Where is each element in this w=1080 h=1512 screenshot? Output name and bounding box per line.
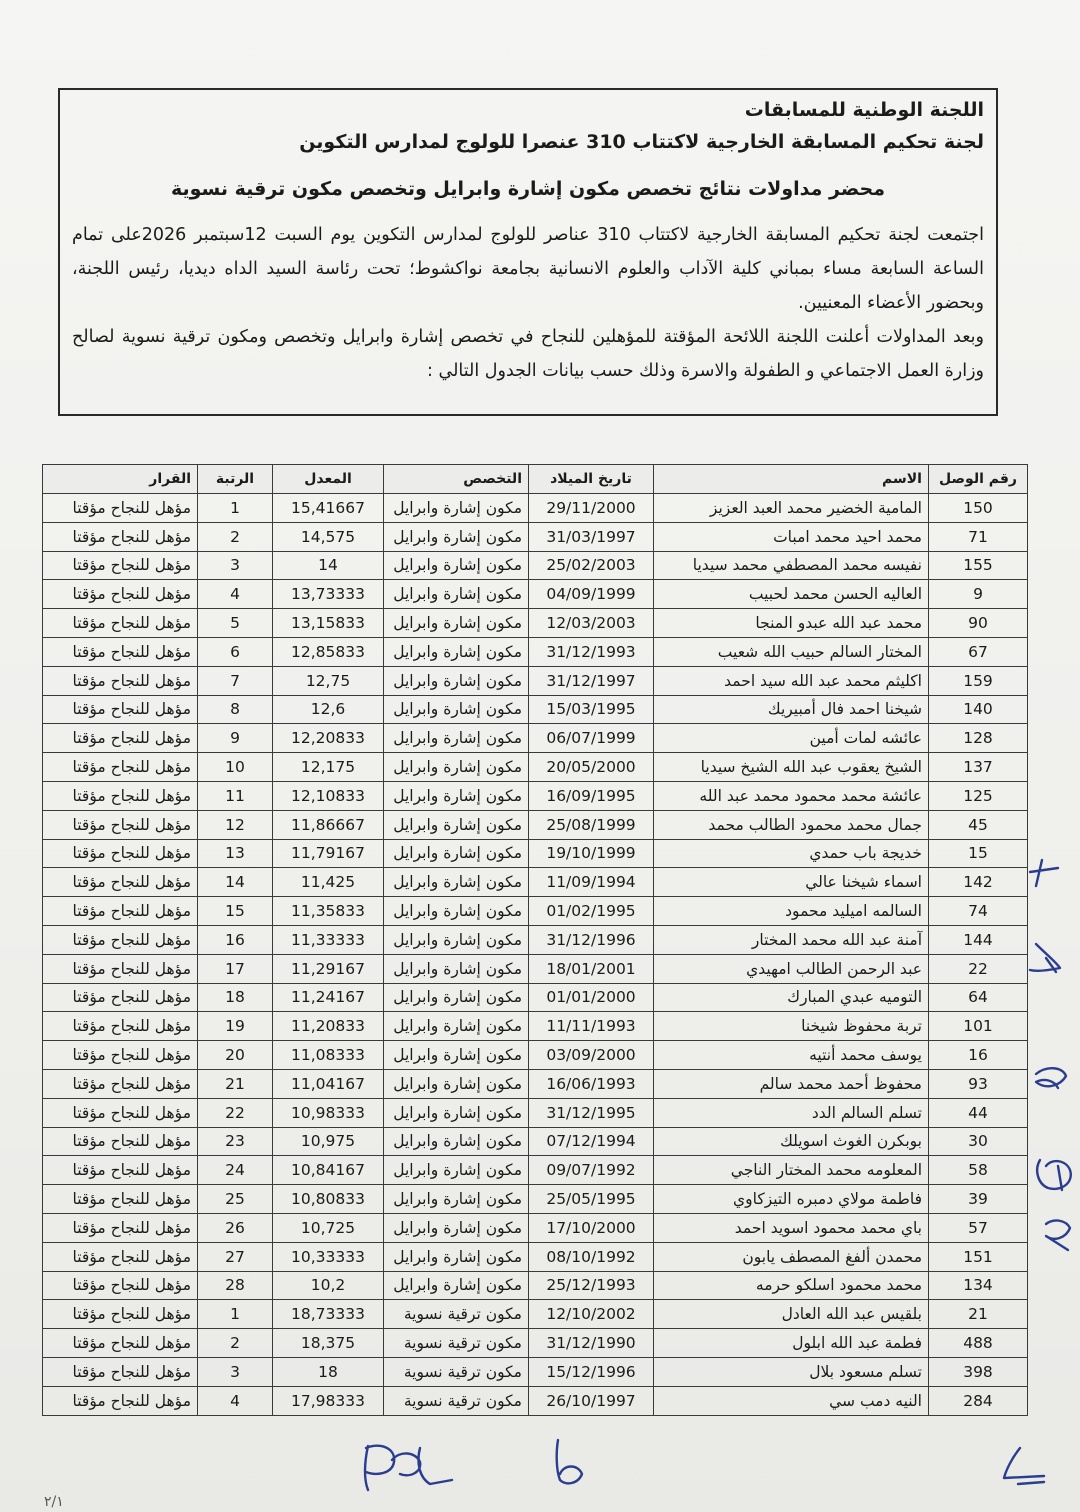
- cell-decision: مؤهل للنجاح مؤقتا: [43, 1213, 198, 1242]
- cell-decision: مؤهل للنجاح مؤقتا: [43, 1357, 198, 1386]
- table-row: [43, 1127, 1028, 1156]
- cell-rank: 22: [198, 1098, 273, 1127]
- cell-average: 10,2: [273, 1271, 384, 1300]
- cell-average: 15,41667: [273, 494, 384, 523]
- cell-birth-date: 17/10/2000: [529, 1213, 654, 1242]
- cell-receipt-number: 284: [929, 1386, 1028, 1415]
- table-row: [43, 666, 1028, 695]
- cell-average: 12,175: [273, 753, 384, 782]
- cell-rank: 21: [198, 1069, 273, 1098]
- cell-average: 10,33333: [273, 1242, 384, 1271]
- cell-birth-date: 11/11/1993: [529, 1012, 654, 1041]
- cell-rank: 23: [198, 1127, 273, 1156]
- table-header-row: [43, 465, 1028, 494]
- cell-specialty: مكون ترقية نسوية: [384, 1329, 529, 1358]
- cell-average: 11,79167: [273, 839, 384, 868]
- cell-birth-date: 31/12/1990: [529, 1329, 654, 1358]
- cell-receipt-number: 21: [929, 1300, 1028, 1329]
- cell-name: محمدن ألفغ المصطف يابون: [654, 1242, 929, 1271]
- cell-receipt-number: 125: [929, 781, 1028, 810]
- cell-decision: مؤهل للنجاح مؤقتا: [43, 1185, 198, 1214]
- cell-specialty: مكون إشارة وابرايل: [384, 637, 529, 666]
- cell-average: 13,15833: [273, 609, 384, 638]
- cell-birth-date: 16/09/1995: [529, 781, 654, 810]
- cell-rank: 18: [198, 983, 273, 1012]
- cell-decision: مؤهل للنجاح مؤقتا: [43, 1300, 198, 1329]
- cell-birth-date: 31/12/1993: [529, 637, 654, 666]
- cell-decision: مؤهل للنجاح مؤقتا: [43, 494, 198, 523]
- table-row: [43, 1213, 1028, 1242]
- cell-birth-date: 15/12/1996: [529, 1357, 654, 1386]
- cell-rank: 20: [198, 1041, 273, 1070]
- table-row: [43, 494, 1028, 523]
- cell-receipt-number: 144: [929, 925, 1028, 954]
- table-row: [43, 551, 1028, 580]
- cell-rank: 25: [198, 1185, 273, 1214]
- cell-receipt-number: 44: [929, 1098, 1028, 1127]
- cell-receipt-number: 22: [929, 954, 1028, 983]
- cell-average: 17,98333: [273, 1386, 384, 1415]
- cell-specialty: مكون إشارة وابرايل: [384, 839, 529, 868]
- cell-specialty: مكون إشارة وابرايل: [384, 1271, 529, 1300]
- cell-decision: مؤهل للنجاح مؤقتا: [43, 925, 198, 954]
- cell-rank: 4: [198, 580, 273, 609]
- cell-receipt-number: 150: [929, 494, 1028, 523]
- cell-average: 12,6: [273, 695, 384, 724]
- cell-average: 12,85833: [273, 637, 384, 666]
- cell-rank: 8: [198, 695, 273, 724]
- cell-rank: 13: [198, 839, 273, 868]
- cell-specialty: مكون إشارة وابرايل: [384, 983, 529, 1012]
- cell-decision: مؤهل للنجاح مؤقتا: [43, 781, 198, 810]
- cell-name: عبد الرحمن الطالب امهيدي: [654, 954, 929, 983]
- table-row: [43, 868, 1028, 897]
- cell-rank: 14: [198, 868, 273, 897]
- cell-birth-date: 26/10/1997: [529, 1386, 654, 1415]
- intro-paragraph-1: اجتمعت لجنة تحكيم المسابقة الخارجية لاكتتاب 310 عناصر للولوج لمدارس التكوين يوم السبت 12سبتمبر 2026على تمام الساعة السابعة مساء بمباني كلية الآداب والعلوم الانسانية بجامعة نواكشوط؛ تحت رئاسة السيد الداه ديديا، رئيس اللجنة، وبحضور الأعضاء المعنيين.: [72, 225, 984, 313]
- cell-rank: 6: [198, 637, 273, 666]
- cell-average: 11,04167: [273, 1069, 384, 1098]
- table-row: [43, 925, 1028, 954]
- cell-name: تسلم مسعود بلال: [654, 1357, 929, 1386]
- cell-decision: مؤهل للنجاح مؤقتا: [43, 1329, 198, 1358]
- cell-name: التوميه عبدي المبارك: [654, 983, 929, 1012]
- cell-birth-date: 25/02/2003: [529, 551, 654, 580]
- cell-rank: 19: [198, 1012, 273, 1041]
- cell-decision: مؤهل للنجاح مؤقتا: [43, 1012, 198, 1041]
- cell-birth-date: 25/12/1993: [529, 1271, 654, 1300]
- cell-decision: مؤهل للنجاح مؤقتا: [43, 666, 198, 695]
- cell-birth-date: 11/09/1994: [529, 868, 654, 897]
- cell-average: 10,84167: [273, 1156, 384, 1185]
- cell-name: النيه دمب سي: [654, 1386, 929, 1415]
- intro-paragraph-2: وبعد المداولات أعلنت اللجنة اللائحة المؤقتة للمؤهلين للنجاح في تخصص إشارة وابرايل وتخصص ومكون ترقية نسوية لصالح وزارة العمل الاجتماعي و الطفولة والاسرة وذلك حسب بيانات الجدول التالي :: [72, 327, 984, 381]
- cell-average: 11,35833: [273, 897, 384, 926]
- cell-birth-date: 31/12/1997: [529, 666, 654, 695]
- header-specialty: التخصص: [384, 465, 529, 494]
- cell-specialty: مكون إشارة وابرايل: [384, 954, 529, 983]
- cell-specialty: مكون ترقية نسوية: [384, 1300, 529, 1329]
- cell-specialty: مكون إشارة وابرايل: [384, 666, 529, 695]
- table-row: [43, 1386, 1028, 1415]
- cell-rank: 28: [198, 1271, 273, 1300]
- cell-receipt-number: 134: [929, 1271, 1028, 1300]
- cell-birth-date: 31/03/1997: [529, 522, 654, 551]
- cell-decision: مؤهل للنجاح مؤقتا: [43, 724, 198, 753]
- cell-birth-date: 18/01/2001: [529, 954, 654, 983]
- table-row: [43, 609, 1028, 638]
- cell-name: بوبكرن الغوث اسويلك: [654, 1127, 929, 1156]
- cell-specialty: مكون إشارة وابرايل: [384, 580, 529, 609]
- cell-specialty: مكون إشارة وابرايل: [384, 897, 529, 926]
- cell-receipt-number: 159: [929, 666, 1028, 695]
- cell-specialty: مكون ترقية نسوية: [384, 1386, 529, 1415]
- table-row: [43, 1329, 1028, 1358]
- cell-birth-date: 29/11/2000: [529, 494, 654, 523]
- cell-decision: مؤهل للنجاح مؤقتا: [43, 1386, 198, 1415]
- cell-specialty: مكون إشارة وابرايل: [384, 1185, 529, 1214]
- cell-receipt-number: 30: [929, 1127, 1028, 1156]
- cell-name: فطمة عبد الله ابلول: [654, 1329, 929, 1358]
- cell-name: بلقيس عبد الله العادل: [654, 1300, 929, 1329]
- cell-name: فاطمة مولاي دمبره التيزكاوي: [654, 1185, 929, 1214]
- table-row: [43, 1156, 1028, 1185]
- cell-name: شيخنا احمد فال أمبيريك: [654, 695, 929, 724]
- cell-name: اكليثم محمد عبد الله سيد احمد: [654, 666, 929, 695]
- cell-receipt-number: 155: [929, 551, 1028, 580]
- cell-rank: 3: [198, 551, 273, 580]
- cell-receipt-number: 74: [929, 897, 1028, 926]
- cell-name: المعلومه محمد المختار الناجي: [654, 1156, 929, 1185]
- cell-birth-date: 12/10/2002: [529, 1300, 654, 1329]
- cell-receipt-number: 67: [929, 637, 1028, 666]
- cell-receipt-number: 488: [929, 1329, 1028, 1358]
- cell-specialty: مكون إشارة وابرايل: [384, 810, 529, 839]
- cell-birth-date: 31/12/1996: [529, 925, 654, 954]
- intro-text: [72, 218, 984, 388]
- cell-receipt-number: 71: [929, 522, 1028, 551]
- cell-receipt-number: 398: [929, 1357, 1028, 1386]
- org-name: اللجنة الوطنية للمسابقات: [744, 99, 984, 121]
- cell-receipt-number: 57: [929, 1213, 1028, 1242]
- table-row: [43, 522, 1028, 551]
- cell-receipt-number: 128: [929, 724, 1028, 753]
- cell-decision: مؤهل للنجاح مؤقتا: [43, 983, 198, 1012]
- results-table: [42, 464, 1028, 1416]
- table-row: [43, 1098, 1028, 1127]
- cell-decision: مؤهل للنجاح مؤقتا: [43, 897, 198, 926]
- header-birth-date: تاريخ الميلاد: [529, 465, 654, 494]
- cell-name: جمال محمد محمود الطالب محمد: [654, 810, 929, 839]
- cell-birth-date: 04/09/1999: [529, 580, 654, 609]
- cell-decision: مؤهل للنجاح مؤقتا: [43, 954, 198, 983]
- cell-rank: 15: [198, 897, 273, 926]
- cell-average: 11,33333: [273, 925, 384, 954]
- page-number: ٢/١: [44, 1494, 64, 1510]
- cell-decision: مؤهل للنجاح مؤقتا: [43, 810, 198, 839]
- table-row: [43, 781, 1028, 810]
- cell-average: 11,24167: [273, 983, 384, 1012]
- cell-specialty: مكون إشارة وابرايل: [384, 1012, 529, 1041]
- cell-rank: 7: [198, 666, 273, 695]
- cell-birth-date: 25/08/1999: [529, 810, 654, 839]
- table-row: [43, 897, 1028, 926]
- cell-average: 13,73333: [273, 580, 384, 609]
- cell-receipt-number: 101: [929, 1012, 1028, 1041]
- cell-name: محمد محمود اسلكو حرمه: [654, 1271, 929, 1300]
- header-rank: الرتبة: [198, 465, 273, 494]
- table-row: [43, 1242, 1028, 1271]
- cell-birth-date: 07/12/1994: [529, 1127, 654, 1156]
- cell-specialty: مكون إشارة وابرايل: [384, 753, 529, 782]
- cell-decision: مؤهل للنجاح مؤقتا: [43, 753, 198, 782]
- cell-decision: مؤهل للنجاح مؤقتا: [43, 1127, 198, 1156]
- cell-rank: 3: [198, 1357, 273, 1386]
- cell-specialty: مكون إشارة وابرايل: [384, 1041, 529, 1070]
- cell-name: العاليه الحسن محمد لحبيب: [654, 580, 929, 609]
- cell-rank: 16: [198, 925, 273, 954]
- cell-decision: مؤهل للنجاح مؤقتا: [43, 1098, 198, 1127]
- cell-rank: 4: [198, 1386, 273, 1415]
- cell-receipt-number: 64: [929, 983, 1028, 1012]
- cell-name: المامية الخضير محمد العبد العزيز: [654, 494, 929, 523]
- cell-average: 12,10833: [273, 781, 384, 810]
- cell-receipt-number: 151: [929, 1242, 1028, 1271]
- table-row: [43, 839, 1028, 868]
- cell-specialty: مكون إشارة وابرايل: [384, 1242, 529, 1271]
- cell-receipt-number: 15: [929, 839, 1028, 868]
- cell-birth-date: 19/10/1999: [529, 839, 654, 868]
- cell-average: 11,425: [273, 868, 384, 897]
- cell-specialty: مكون ترقية نسوية: [384, 1357, 529, 1386]
- cell-average: 10,975: [273, 1127, 384, 1156]
- cell-rank: 17: [198, 954, 273, 983]
- cell-birth-date: 03/09/2000: [529, 1041, 654, 1070]
- cell-birth-date: 31/12/1995: [529, 1098, 654, 1127]
- cell-specialty: مكون إشارة وابرايل: [384, 1156, 529, 1185]
- cell-average: 11,86667: [273, 810, 384, 839]
- cell-average: 14: [273, 551, 384, 580]
- cell-average: 18: [273, 1357, 384, 1386]
- cell-specialty: مكون إشارة وابرايل: [384, 868, 529, 897]
- cell-name: نفيسه محمد المصطفي محمد سيديا: [654, 551, 929, 580]
- header-decision: القرار: [43, 465, 198, 494]
- cell-average: 11,08333: [273, 1041, 384, 1070]
- cell-decision: مؤهل للنجاح مؤقتا: [43, 839, 198, 868]
- cell-birth-date: 09/07/1992: [529, 1156, 654, 1185]
- cell-birth-date: 06/07/1999: [529, 724, 654, 753]
- cell-name: السالمه اميليد محمود: [654, 897, 929, 926]
- cell-name: تربة محفوظ شيخنا: [654, 1012, 929, 1041]
- cell-name: تسلم السالم الدد: [654, 1098, 929, 1127]
- table-row: [43, 983, 1028, 1012]
- cell-specialty: مكون إشارة وابرايل: [384, 781, 529, 810]
- cell-specialty: مكون إشارة وابرايل: [384, 724, 529, 753]
- cell-rank: 24: [198, 1156, 273, 1185]
- cell-receipt-number: 93: [929, 1069, 1028, 1098]
- cell-birth-date: 25/05/1995: [529, 1185, 654, 1214]
- cell-name: محفوظ أحمد محمد سالم: [654, 1069, 929, 1098]
- cell-average: 11,20833: [273, 1012, 384, 1041]
- cell-specialty: مكون إشارة وابرايل: [384, 522, 529, 551]
- cell-decision: مؤهل للنجاح مؤقتا: [43, 695, 198, 724]
- cell-rank: 9: [198, 724, 273, 753]
- table-row: [43, 810, 1028, 839]
- cell-decision: مؤهل للنجاح مؤقتا: [43, 1041, 198, 1070]
- cell-receipt-number: 137: [929, 753, 1028, 782]
- cell-birth-date: 08/10/1992: [529, 1242, 654, 1271]
- cell-birth-date: 15/03/1995: [529, 695, 654, 724]
- cell-decision: مؤهل للنجاح مؤقتا: [43, 1156, 198, 1185]
- cell-name: محمد احيد محمد امبات: [654, 522, 929, 551]
- cell-decision: مؤهل للنجاح مؤقتا: [43, 609, 198, 638]
- cell-receipt-number: 9: [929, 580, 1028, 609]
- cell-name: خديجة باب حمدي: [654, 839, 929, 868]
- cell-name: باي محمد محمود اسويد احمد: [654, 1213, 929, 1242]
- table-row: [43, 580, 1028, 609]
- cell-name: يوسف محمد أنتيه: [654, 1041, 929, 1070]
- cell-average: 10,725: [273, 1213, 384, 1242]
- cell-average: 12,75: [273, 666, 384, 695]
- table-row: [43, 1185, 1028, 1214]
- cell-specialty: مكون إشارة وابرايل: [384, 1127, 529, 1156]
- cell-specialty: مكون إشارة وابرايل: [384, 609, 529, 638]
- cell-decision: مؤهل للنجاح مؤقتا: [43, 1069, 198, 1098]
- cell-rank: 1: [198, 1300, 273, 1329]
- header-receipt-number: رقم الوصل: [929, 465, 1028, 494]
- cell-rank: 27: [198, 1242, 273, 1271]
- cell-receipt-number: 90: [929, 609, 1028, 638]
- table-row: [43, 695, 1028, 724]
- cell-average: 11,29167: [273, 954, 384, 983]
- cell-specialty: مكون إشارة وابرايل: [384, 1098, 529, 1127]
- cell-average: 18,73333: [273, 1300, 384, 1329]
- cell-rank: 2: [198, 1329, 273, 1358]
- table-row: [43, 1069, 1028, 1098]
- cell-decision: مؤهل للنجاح مؤقتا: [43, 580, 198, 609]
- cell-specialty: مكون إشارة وابرايل: [384, 925, 529, 954]
- cell-rank: 2: [198, 522, 273, 551]
- cell-decision: مؤهل للنجاح مؤقتا: [43, 522, 198, 551]
- cell-average: 18,375: [273, 1329, 384, 1358]
- header-average: المعدل: [273, 465, 384, 494]
- cell-decision: مؤهل للنجاح مؤقتا: [43, 868, 198, 897]
- cell-decision: مؤهل للنجاح مؤقتا: [43, 637, 198, 666]
- cell-average: 10,80833: [273, 1185, 384, 1214]
- cell-name: المختار السالم حبيب الله شعيب: [654, 637, 929, 666]
- cell-receipt-number: 45: [929, 810, 1028, 839]
- table-row: [43, 1357, 1028, 1386]
- cell-specialty: مكون إشارة وابرايل: [384, 551, 529, 580]
- cell-name: عائشة محمد محمود محمد عبد الله: [654, 781, 929, 810]
- cell-specialty: مكون إشارة وابرايل: [384, 1069, 529, 1098]
- cell-receipt-number: 140: [929, 695, 1028, 724]
- cell-birth-date: 12/03/2003: [529, 609, 654, 638]
- cell-receipt-number: 39: [929, 1185, 1028, 1214]
- cell-receipt-number: 142: [929, 868, 1028, 897]
- header-name: الاسم: [654, 465, 929, 494]
- cell-average: 12,20833: [273, 724, 384, 753]
- cell-rank: 1: [198, 494, 273, 523]
- cell-receipt-number: 58: [929, 1156, 1028, 1185]
- cell-rank: 11: [198, 781, 273, 810]
- cell-name: آمنة عبد الله محمد المختار: [654, 925, 929, 954]
- cell-birth-date: 01/02/1995: [529, 897, 654, 926]
- committee-name: لجنة تحكيم المسابقة الخارجية لاكتتاب 310 عنصرا للولوج لمدارس التكوين: [299, 131, 984, 153]
- header-box: [58, 88, 998, 416]
- document-title: محضر مداولات نتائج تخصص مكون إشارة وابرايل وتخصص مكون ترقية نسوية: [170, 178, 885, 200]
- cell-specialty: مكون إشارة وابرايل: [384, 1213, 529, 1242]
- cell-decision: مؤهل للنجاح مؤقتا: [43, 1271, 198, 1300]
- cell-rank: 26: [198, 1213, 273, 1242]
- cell-rank: 10: [198, 753, 273, 782]
- table-row: [43, 1271, 1028, 1300]
- cell-birth-date: 20/05/2000: [529, 753, 654, 782]
- cell-name: محمد عبد الله عبدو المنجا: [654, 609, 929, 638]
- cell-birth-date: 01/01/2000: [529, 983, 654, 1012]
- table-row: [43, 954, 1028, 983]
- cell-name: اسماء شيخنا عالي: [654, 868, 929, 897]
- cell-specialty: مكون إشارة وابرايل: [384, 494, 529, 523]
- table-row: [43, 637, 1028, 666]
- cell-rank: 5: [198, 609, 273, 638]
- cell-decision: مؤهل للنجاح مؤقتا: [43, 1242, 198, 1271]
- table-row: [43, 1012, 1028, 1041]
- cell-average: 14,575: [273, 522, 384, 551]
- cell-name: عائشه لمات أمين: [654, 724, 929, 753]
- cell-rank: 12: [198, 810, 273, 839]
- cell-average: 10,98333: [273, 1098, 384, 1127]
- table-row: [43, 753, 1028, 782]
- cell-birth-date: 16/06/1993: [529, 1069, 654, 1098]
- cell-receipt-number: 16: [929, 1041, 1028, 1070]
- cell-decision: مؤهل للنجاح مؤقتا: [43, 551, 198, 580]
- cell-name: الشيخ يعقوب عبد الله الشيخ سيديا: [654, 753, 929, 782]
- cell-specialty: مكون إشارة وابرايل: [384, 695, 529, 724]
- table-row: [43, 1041, 1028, 1070]
- table-row: [43, 724, 1028, 753]
- table-row: [43, 1300, 1028, 1329]
